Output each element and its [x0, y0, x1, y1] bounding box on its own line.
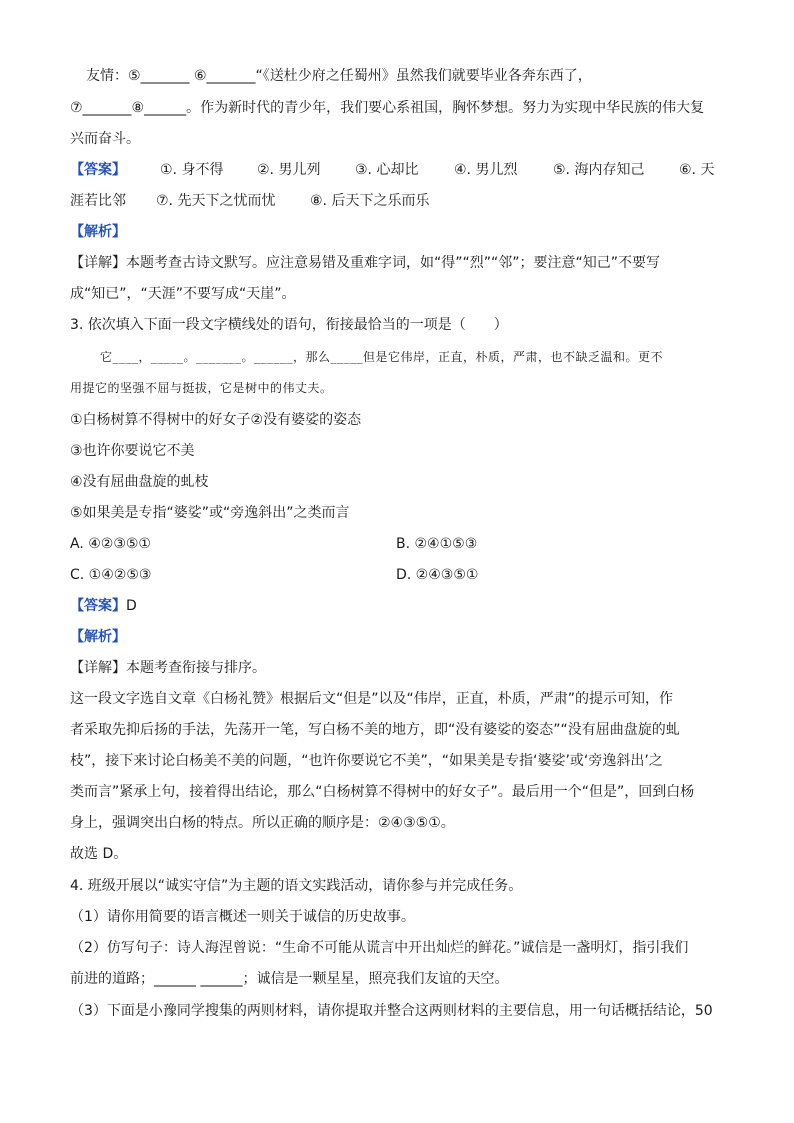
question-4-part-2b: 前进的道路；______ ______；诚信是一颗星星，照亮我们友谊的天空。: [70, 971, 509, 987]
detail-line: 【详解】本题考查衔接与排序。: [70, 660, 266, 676]
fill-line-3: 兴而奋斗。: [70, 131, 140, 147]
analysis-tag: 【解析】: [70, 629, 126, 645]
sentence-option: ①白杨树算不得树中的好女子②没有婆娑的姿态: [70, 412, 362, 428]
analysis-tag: 【解析】: [70, 224, 126, 240]
question-4-title: 4. 班级开展以“诚实守信”为主题的语文实践活动，请你参与并完成任务。: [70, 878, 523, 894]
choice-d: D. ②④③⑤①: [396, 567, 479, 583]
conclusion-line: 故选 D。: [70, 846, 128, 862]
choice-c: C. ①④②⑤③: [70, 567, 152, 583]
sentence-option: ③也许你要说它不美: [70, 443, 195, 459]
question-4-part-1: （1）请你用简要的语言概述一则关于诚信的历史故事。: [70, 909, 415, 925]
answer-item: 涯若比邻: [70, 193, 126, 209]
detail-line: 【详解】本题考查古诗文默写。应注意易错及重难字词，如“得”“烈”“邻”；要注意“知己”不要写: [70, 255, 661, 271]
question-3-passage: 用提它的坚强不屈与挺拔，它是树中的伟丈夫。: [70, 381, 333, 395]
question-4-part-3: （3）下面是小豫同学搜集的两则材料，请你提取并整合这两则材料的主要信息，用一句话概括结论，50: [70, 1003, 713, 1019]
explanation-line: 类而言”紧承上句，接着得出结论，那么“白杨树算不得树中的好女子”。最后用一个“但是”，回到白杨: [70, 784, 695, 800]
answer-item: ①. 身不得: [160, 162, 224, 178]
answer-item: ③. 心却比: [355, 162, 419, 178]
sentence-option: ⑤如果美是专指“婆娑”或“旁逸斜出”之类而言: [70, 505, 350, 521]
answer-row-1: [70, 160, 126, 180]
answer-tag: 【答案】: [70, 162, 126, 178]
answer-item: ⑧. 后天下之乐而乐: [310, 193, 430, 209]
choice-b: B. ②④①⑤③: [396, 536, 478, 552]
detail-line: 成“知已”，“天涯”不要写成“天崖”。: [70, 286, 296, 302]
question-3-title: 3. 依次填入下面一段文字横线处的语句，衔接最恰当的一项是（ ）: [70, 317, 508, 333]
answer-item: ⑥. 天: [679, 162, 715, 178]
question-4-part-2: （2）仿写句子：诗人海涅曾说：“生命不可能从谎言中开出灿烂的鲜花。”诚信是一盏明灯，指引我们: [70, 940, 689, 956]
answer-item: ⑤. 海内存知己: [553, 162, 645, 178]
question-3-passage: 它____，_____。_______。______，那么_____但是它伟岸，正直，朴质，严肃，也不缺乏温和。更不: [100, 350, 664, 364]
answer-item: ⑦. 先天下之忧而忧: [156, 193, 276, 209]
answer-row-2: [70, 596, 137, 616]
answer-tag: 【答案】: [70, 598, 126, 614]
explanation-line: 者采取先抑后扬的手法，先荡开一笔，写白杨不美的地方，即“没有婆娑的姿态”“没有屈曲盘旋的虬: [70, 722, 680, 738]
fill-line-1: 友情：⑤_______ ⑥_______“《送杜少府之任蜀州》虽然我们就要毕业各奔东西了，: [86, 68, 592, 84]
choice-a: A. ④②③⑤①: [70, 536, 151, 552]
sentence-option: ④没有屈曲盘旋的虬枝: [70, 474, 209, 490]
explanation-line: 身上，强调突出白杨的特点。所以正确的顺序是：②④③⑤①。: [70, 815, 455, 831]
explanation-line: 这一段文字选自文章《白杨礼赞》根据后文“但是”以及“伟岸，正直，朴质，严肃”的提示可知，作: [70, 691, 674, 707]
answer-item: ②. 男儿列: [257, 162, 321, 178]
answer-value: D: [126, 598, 137, 614]
fill-line-2: ⑦_______⑧______。作为新时代的青少年，我们要心系祖国，胸怀梦想。努力为实现中华民族的伟大复: [70, 100, 705, 116]
explanation-line: 枝”，接下来讨论白杨美不美的问题，“也许你要说它不美”，“如果美是专指‘婆娑’或‘旁逸斜出’之: [70, 753, 663, 769]
answer-item: ④. 男儿烈: [454, 162, 518, 178]
